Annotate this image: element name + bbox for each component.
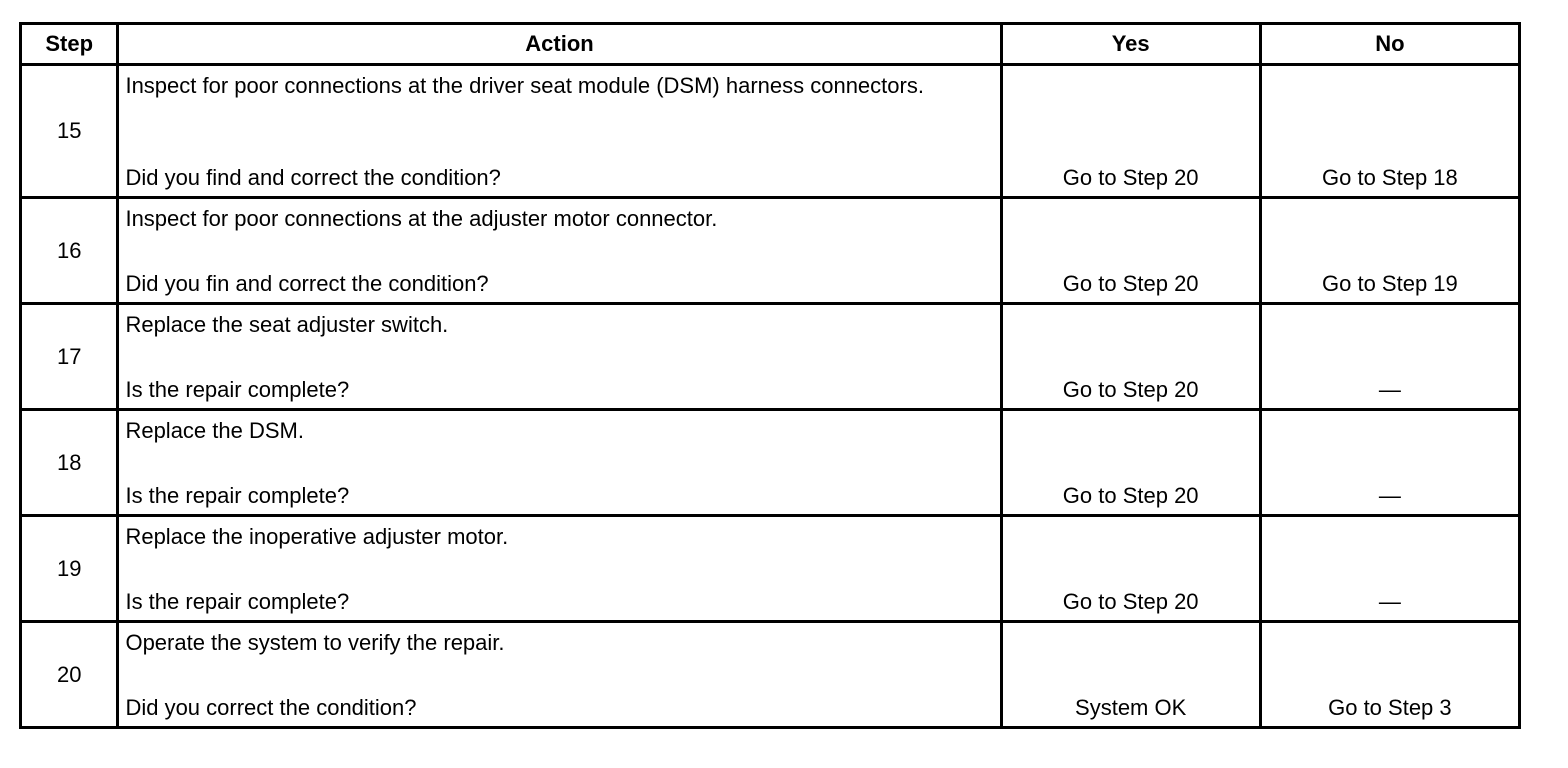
no-result: — bbox=[1260, 410, 1519, 516]
yes-result: Go to Step 20 bbox=[1001, 65, 1260, 198]
header-no: No bbox=[1260, 24, 1519, 65]
action-instruction: Replace the DSM. bbox=[125, 418, 304, 443]
step-number: 16 bbox=[21, 198, 118, 304]
yes-result: Go to Step 20 bbox=[1001, 198, 1260, 304]
header-action: Action bbox=[118, 24, 1001, 65]
table-row bbox=[21, 622, 1520, 728]
action-cell bbox=[118, 410, 1001, 516]
step-number: 19 bbox=[21, 516, 118, 622]
action-question: Is the repair complete? bbox=[125, 377, 350, 402]
step-number: 17 bbox=[21, 304, 118, 410]
header-yes: Yes bbox=[1001, 24, 1260, 65]
step-number: 15 bbox=[21, 65, 118, 198]
action-cell bbox=[118, 198, 1001, 304]
yes-result: Go to Step 20 bbox=[1001, 516, 1260, 622]
action-instruction: Inspect for poor connections at the driver seat module (DSM) harness connectors. bbox=[125, 73, 924, 98]
action-question: Is the repair complete? bbox=[125, 483, 350, 508]
table-row bbox=[21, 198, 1520, 304]
table-row bbox=[21, 516, 1520, 622]
diagnostic-table bbox=[19, 22, 1521, 729]
action-cell bbox=[118, 304, 1001, 410]
table-row bbox=[21, 410, 1520, 516]
action-question: Did you find and correct the condition? bbox=[125, 165, 501, 190]
table-row bbox=[21, 65, 1520, 198]
action-cell bbox=[118, 65, 1001, 198]
yes-result: Go to Step 20 bbox=[1001, 304, 1260, 410]
action-question: Did you correct the condition? bbox=[125, 695, 417, 720]
table-body bbox=[21, 65, 1520, 728]
header-step: Step bbox=[21, 24, 118, 65]
step-number: 20 bbox=[21, 622, 118, 728]
no-result: Go to Step 19 bbox=[1260, 198, 1519, 304]
yes-result: System OK bbox=[1001, 622, 1260, 728]
table-row bbox=[21, 304, 1520, 410]
action-question: Is the repair complete? bbox=[125, 589, 350, 614]
action-instruction: Replace the seat adjuster switch. bbox=[125, 312, 449, 337]
header-row bbox=[21, 24, 1520, 65]
table-header bbox=[21, 24, 1520, 65]
no-result: Go to Step 3 bbox=[1260, 622, 1519, 728]
no-result: Go to Step 18 bbox=[1260, 65, 1519, 198]
action-instruction: Inspect for poor connections at the adjuster motor connector. bbox=[125, 206, 718, 231]
action-instruction: Replace the inoperative adjuster motor. bbox=[125, 524, 509, 549]
step-number: 18 bbox=[21, 410, 118, 516]
action-question: Did you fin and correct the condition? bbox=[125, 271, 489, 296]
action-cell bbox=[118, 622, 1001, 728]
action-instruction: Operate the system to verify the repair. bbox=[125, 630, 505, 655]
action-cell bbox=[118, 516, 1001, 622]
no-result: — bbox=[1260, 516, 1519, 622]
yes-result: Go to Step 20 bbox=[1001, 410, 1260, 516]
no-result: — bbox=[1260, 304, 1519, 410]
